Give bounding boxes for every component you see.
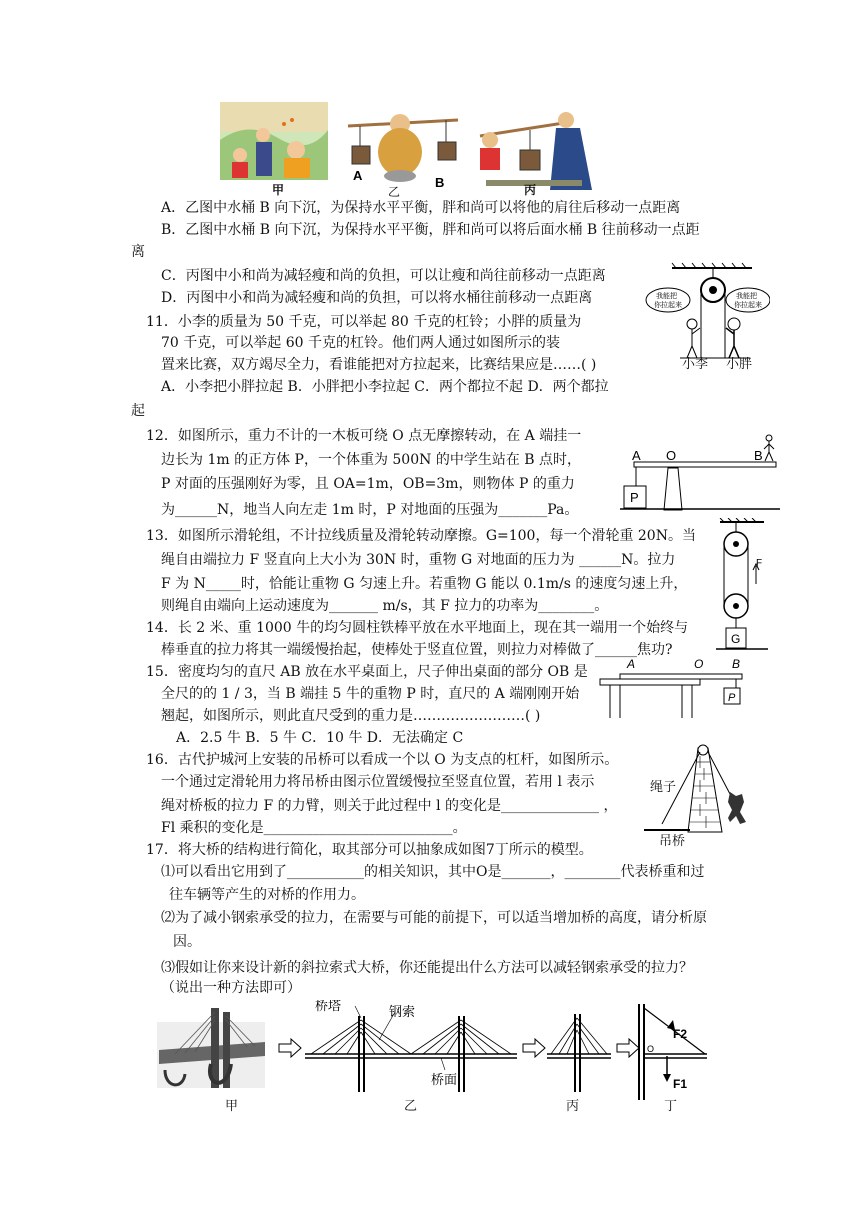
label-cable: 钢索: [389, 1004, 416, 1019]
q12-line3: P 对面的压强刚好为零，且 OA=1m，OB=3m，则物体 P 的重力: [161, 476, 575, 492]
q13-line2: 绳自由端拉力 F 竖直向上大小为 30N 时，重物 G 对地面的压力为 ______N。拉力: [161, 552, 676, 568]
label-f2: F2: [673, 1027, 688, 1041]
ruler-label-o: O: [694, 657, 704, 671]
q15-line2: 全尺的的 1 / 3，当 B 端挂 5 牛的重物 P 时，直尺的 A 端刚刚开始: [161, 686, 580, 702]
q15-line3: 翘起，如图所示，则此直尺受到的重力是……………………( ): [161, 708, 541, 724]
caption-yi: 乙: [388, 185, 401, 199]
q11-line2: 70 千克，可以举起 60 千克的杠铃。他们两人通过如图所示的装: [161, 335, 560, 351]
q15-options: A．2.5 牛 B．5 牛 C．10 牛 D．无法确定 C: [176, 730, 464, 746]
svg-text:你拉起来: 你拉起来: [654, 302, 682, 309]
pulley-label-f: F: [756, 558, 763, 569]
ruler-table-figure: [598, 656, 748, 720]
bucket-a-label: A: [353, 168, 363, 183]
lever-board-figure: [620, 428, 780, 512]
lever-label-b: B: [754, 448, 763, 463]
ruler-label-b: B: [732, 657, 741, 671]
q11-line5: 起: [131, 403, 145, 419]
q17-line1: 17．将大桥的结构进行简化，取其部分可以抽象成如图7丁所示的模型。: [146, 842, 593, 858]
q11-line1: 11．小李的质量为 50 千克，可以举起 80 千克的杠铃；小胖的质量为: [146, 314, 582, 330]
pulley-label-g: G: [731, 632, 741, 646]
q11-line3: 置来比赛，双方竭尽全力，看谁能把对方拉起来，比赛结果应是……( ): [161, 357, 597, 373]
caption-jia: 甲: [272, 183, 285, 197]
bridge-caption-jia: 甲: [225, 1099, 239, 1114]
label-drawbridge: 吊桥: [659, 834, 686, 849]
bridge-caption-ding: 丁: [664, 1099, 678, 1114]
label-tower: 桥塔: [315, 1000, 342, 1013]
bridge-caption-yi: 乙: [404, 1099, 418, 1114]
q17-part3-cont: （说出一种方法即可）: [161, 980, 301, 996]
label-f1: F1: [673, 1077, 688, 1091]
bucket-b-label: B: [435, 175, 445, 190]
q17-part2: ⑵为了减小钢索承受的拉力，在需要与可能的前提下，可以适当增加桥的高度，请分析原: [161, 910, 707, 926]
q17-part2-cont: 因。: [173, 934, 201, 950]
q17-part1: ⑴可以看出它用到了___________的相关知识，其中O是_______，________代表桥重和过: [161, 864, 705, 880]
q10-option-c: C．丙图中小和尚为减轻瘦和尚的负担，可以让瘦和尚往前移动一点距离: [161, 268, 606, 284]
q10-option-b-cont: 离: [131, 244, 145, 260]
pulley-block-figure: [716, 518, 768, 652]
bubble-right-text: 我能把: [736, 293, 757, 300]
label-o: O: [647, 1044, 655, 1054]
label-xiaoli: 小李: [682, 357, 709, 372]
q15-line1: 15．密度均匀的直尺 AB 放在水平桌面上，尺子伸出桌面的部分 OB 是: [146, 664, 588, 680]
q13-line4: 则绳自由端向上运动速度为_______ m/s，其 F 拉力的功率为________。: [161, 598, 609, 614]
caption-bing: 丙: [524, 183, 537, 197]
bubble-left-text: 我能把: [656, 293, 677, 300]
ruler-label-a: A: [627, 657, 636, 671]
q13-line1: 13．如图所示滑轮组，不计拉线质量及滑轮转动摩擦。G=100，每一个滑轮重 20N。当: [146, 528, 696, 544]
q12-line2: 边长为 1m 的正方体 P，一个体重为 500N 的中学生站在 B 点时，: [161, 452, 582, 468]
q16-line3: 绳对桥板的拉力 F 的力臂，则关于此过程中 l 的变化是______________ ，: [161, 798, 618, 814]
label-rope: 绳子: [650, 780, 677, 795]
q12-line1: 12．如图所示，重力不计的一木板可绕 O 点无摩擦转动，在 A 端挂一: [146, 428, 582, 444]
lever-label-p: P: [630, 490, 639, 505]
svg-text:你拉起来: 你拉起来: [734, 302, 762, 309]
q12-line4: 为______N，地当人向左走 1m 时，P 对地面的压强为_______Pa。: [161, 502, 579, 518]
bridge-caption-bing: 丙: [566, 1099, 580, 1114]
q10-option-b: B．乙图中水桶 B 向下沉，为保持水平平衡，胖和尚可以将后面水桶 B 往前移动一点距: [161, 222, 700, 238]
ruler-label-p: P: [728, 692, 736, 704]
q14-line1: 14．长 2 米、重 1000 牛的均匀圆柱铁棒平放在水平地面上，现在其一端用一个始终与: [146, 620, 689, 636]
q13-line3: F 为 N_____时，恰能让重物 G 匀速上升。若重物 G 能以 0.1m/s 的速度匀速上升，: [161, 576, 688, 592]
label-deck: 桥面: [431, 1072, 458, 1087]
lever-label-a: A: [632, 448, 641, 463]
lever-label-o: O: [666, 448, 677, 463]
cable-bridge-figure: [155, 1000, 710, 1116]
q14-line2: 棒垂直的拉力将其一端缓慢抬起，使棒处于竖直位置，则拉力对棒做了______焦功?: [161, 642, 673, 658]
q10-option-d: D．丙图中小和尚为减轻瘦和尚的负担，可以将水桶往前移动一点距离: [161, 290, 593, 306]
q16-line1: 16．古代护城河上安装的吊桥可以看成一个以 O 为支点的杠杆，如图所示。: [146, 752, 619, 768]
q16-line4: Fl 乘积的变化是___________________________。: [161, 820, 467, 836]
q16-line2: 一个通过定滑轮用力将吊桥由图示位置缓慢拉至竖直位置，若用 l 表示: [161, 774, 595, 790]
label-xiaopang: 小胖: [726, 357, 753, 372]
q17-part1-cont: 往车辆等产生的对桥的作用力。: [169, 887, 365, 903]
q11-options: A．小李把小胖拉起 B．小胖把小李拉起 C．两个都拉不起 D．两个都拉: [161, 379, 609, 395]
q10-option-a: A．乙图中水桶 B 向下沉，为保持水平平衡，胖和尚可以将他的肩往后移动一点距离: [161, 200, 681, 216]
q17-part3: ⑶假如让你来设计新的斜拉索式大桥，你还能提出什么方法可以减轻钢索承受的拉力？: [161, 960, 693, 976]
